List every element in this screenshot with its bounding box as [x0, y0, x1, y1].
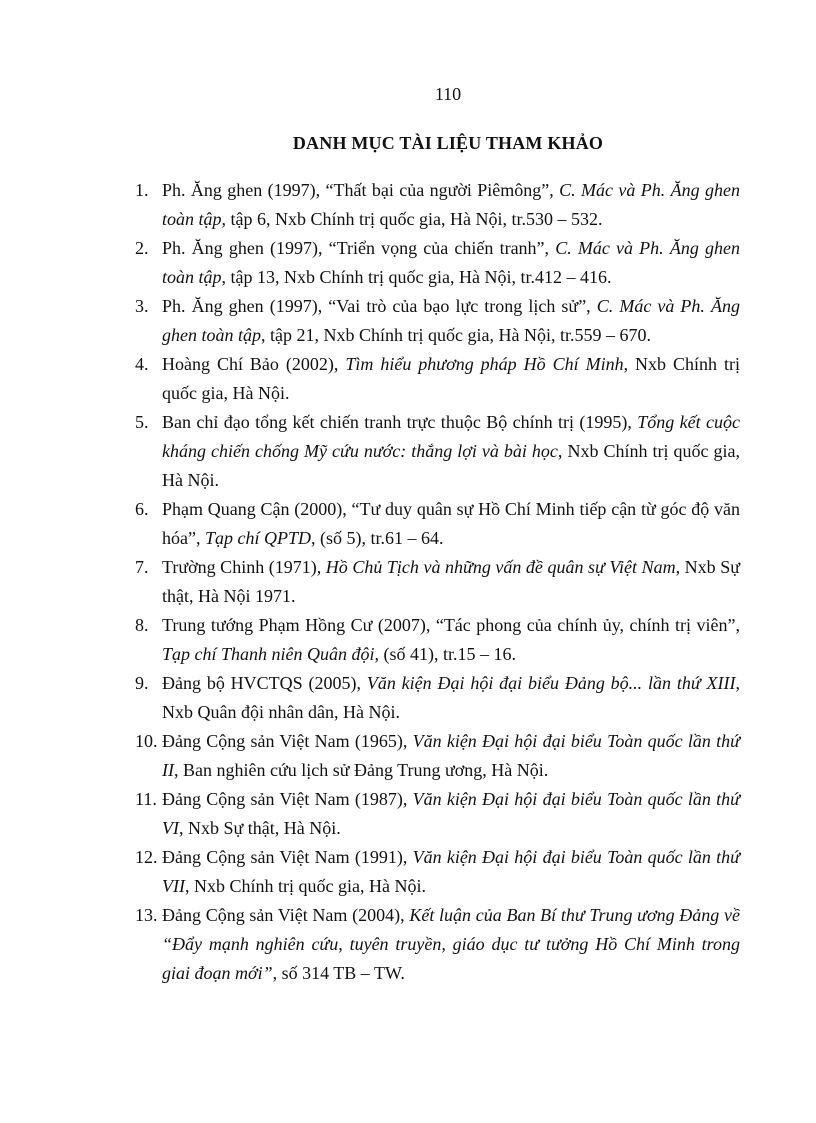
reference-title: Tạp chí QPTD — [204, 528, 311, 548]
reference-title: Kết luận của Ban Bí thư Trung ương Đảng về “Đẩy mạnh nghiên cứu, tuyên truyền, giáo dục tư tưởng Hồ Chí Minh trong giai đoạn mới” — [162, 905, 740, 983]
reference-title: Tổng kết cuộc kháng chiến chống Mỹ cứu nước: thắng lợi và bài học — [162, 412, 741, 461]
reference-text: Đảng Cộng sản Việt Nam (2004), — [162, 905, 410, 925]
reference-title: Văn kiện Đại hội đại biểu Đảng bộ... lần thứ XIII — [366, 673, 736, 693]
reference-title: Văn kiện Đại hội đại biểu Toàn quốc lần thứ VII — [162, 847, 740, 896]
reference-item — [135, 408, 740, 495]
reference-details: , Nxb Sự thật, Hà Nội. — [179, 818, 341, 838]
reference-details: , (số 5), tr.61 – 64. — [311, 528, 444, 548]
reference-item — [135, 669, 740, 727]
reference-number: 5. — [135, 412, 149, 432]
reference-title: C. Mác và Ph. Ăng ghen toàn tập — [162, 238, 740, 287]
reference-number: 6. — [135, 499, 149, 519]
reference-text: Phạm Quang Cận (2000), “Tư duy quân sự Hồ Chí Minh tiếp cận từ góc độ văn hóa”, — [162, 499, 740, 548]
reference-text: Đảng Cộng sản Việt Nam (1965), — [162, 731, 413, 751]
reference-item — [135, 495, 740, 553]
reference-number: 9. — [135, 673, 149, 693]
reference-number: 3. — [135, 296, 149, 316]
reference-title: Tạp chí Thanh niên Quân đội — [162, 644, 375, 664]
reference-number: 10. — [135, 731, 158, 751]
reference-number: 4. — [135, 354, 149, 374]
reference-item — [135, 901, 740, 988]
reference-text: Ph. Ăng ghen (1997), “Vai trò của bạo lực trong lịch sử”, — [162, 296, 597, 316]
reference-text: Đảng Cộng sản Việt Nam (1987), — [162, 789, 413, 809]
reference-text: Ban chỉ đạo tổng kết chiến tranh trực thuộc Bộ chính trị (1995), — [162, 412, 638, 432]
reference-title: Hồ Chủ Tịch và những vấn đề quân sự Việt Nam — [325, 557, 676, 577]
reference-title: Tìm hiểu phương pháp Hồ Chí Minh — [345, 354, 624, 374]
reference-number: 13. — [135, 905, 158, 925]
reference-text: Ph. Ăng ghen (1997), “Triển vọng của chiến tranh”, — [162, 238, 556, 258]
reference-details: , Nxb Chính trị quốc gia, Hà Nội. — [184, 876, 426, 896]
reference-text: Trường Chinh (1971), — [162, 557, 326, 577]
reference-details: , tập 13, Nxb Chính trị quốc gia, Hà Nội, tr.412 – 416. — [221, 267, 612, 287]
reference-item — [135, 785, 740, 843]
reference-text: Ph. Ăng ghen (1997), “Thất bại của người Piêmông”, — [162, 180, 560, 200]
reference-details: , Ban nghiên cứu lịch sử Đảng Trung ương, Hà Nội. — [174, 760, 549, 780]
reference-item — [135, 350, 740, 408]
reference-number: 12. — [135, 847, 158, 867]
reference-title: Văn kiện Đại hội đại biểu Toàn quốc lần thứ II — [162, 731, 740, 780]
page-number: 110 — [434, 84, 462, 104]
reference-number: 1. — [135, 180, 149, 200]
reference-text: Trung tướng Phạm Hồng Cư (2007), “Tác phong của chính ủy, chính trị viên”, — [162, 615, 740, 635]
reference-text: Hoàng Chí Bảo (2002), — [162, 354, 346, 374]
reference-item — [135, 292, 740, 350]
reference-number: 8. — [135, 615, 149, 635]
reference-title: Văn kiện Đại hội đại biểu Toàn quốc lần thứ VI — [162, 789, 740, 838]
reference-details: , Nxb Sự thật, Hà Nội 1971. — [162, 557, 740, 606]
reference-item — [135, 553, 740, 611]
reference-item — [135, 234, 740, 292]
reference-item — [135, 176, 740, 234]
reference-number: 7. — [135, 557, 149, 577]
reference-item — [135, 611, 740, 669]
reference-title: C. Mác và Ph. Ăng ghen toàn tập — [162, 180, 740, 229]
reference-text: Đảng bộ HVCTQS (2005), — [162, 673, 367, 693]
reference-list — [135, 176, 740, 988]
reference-number: 2. — [135, 238, 149, 258]
reference-details: , (số 41), tr.15 – 16. — [374, 644, 517, 664]
reference-title: C. Mác và Ph. Ăng ghen toàn tập — [162, 296, 740, 345]
reference-text: Đảng Cộng sản Việt Nam (1991), — [162, 847, 413, 867]
reference-item — [135, 843, 740, 901]
reference-details: , Nxb Quân đội nhân dân, Hà Nội. — [162, 673, 740, 722]
reference-details: , tập 6, Nxb Chính trị quốc gia, Hà Nội, tr.530 – 532. — [221, 209, 603, 229]
reference-details: , số 314 TB – TW. — [272, 963, 405, 983]
page-title: DANH MỤC TÀI LIỆU THAM KHẢO — [292, 133, 604, 153]
reference-details: , tập 21, Nxb Chính trị quốc gia, Hà Nội, tr.559 – 670. — [261, 325, 651, 345]
reference-details: , Nxb Chính trị quốc gia, Hà Nội. — [162, 441, 740, 490]
reference-details: , Nxb Chính trị quốc gia, Hà Nội. — [162, 354, 740, 403]
reference-number: 11. — [135, 789, 157, 809]
reference-item — [135, 727, 740, 785]
